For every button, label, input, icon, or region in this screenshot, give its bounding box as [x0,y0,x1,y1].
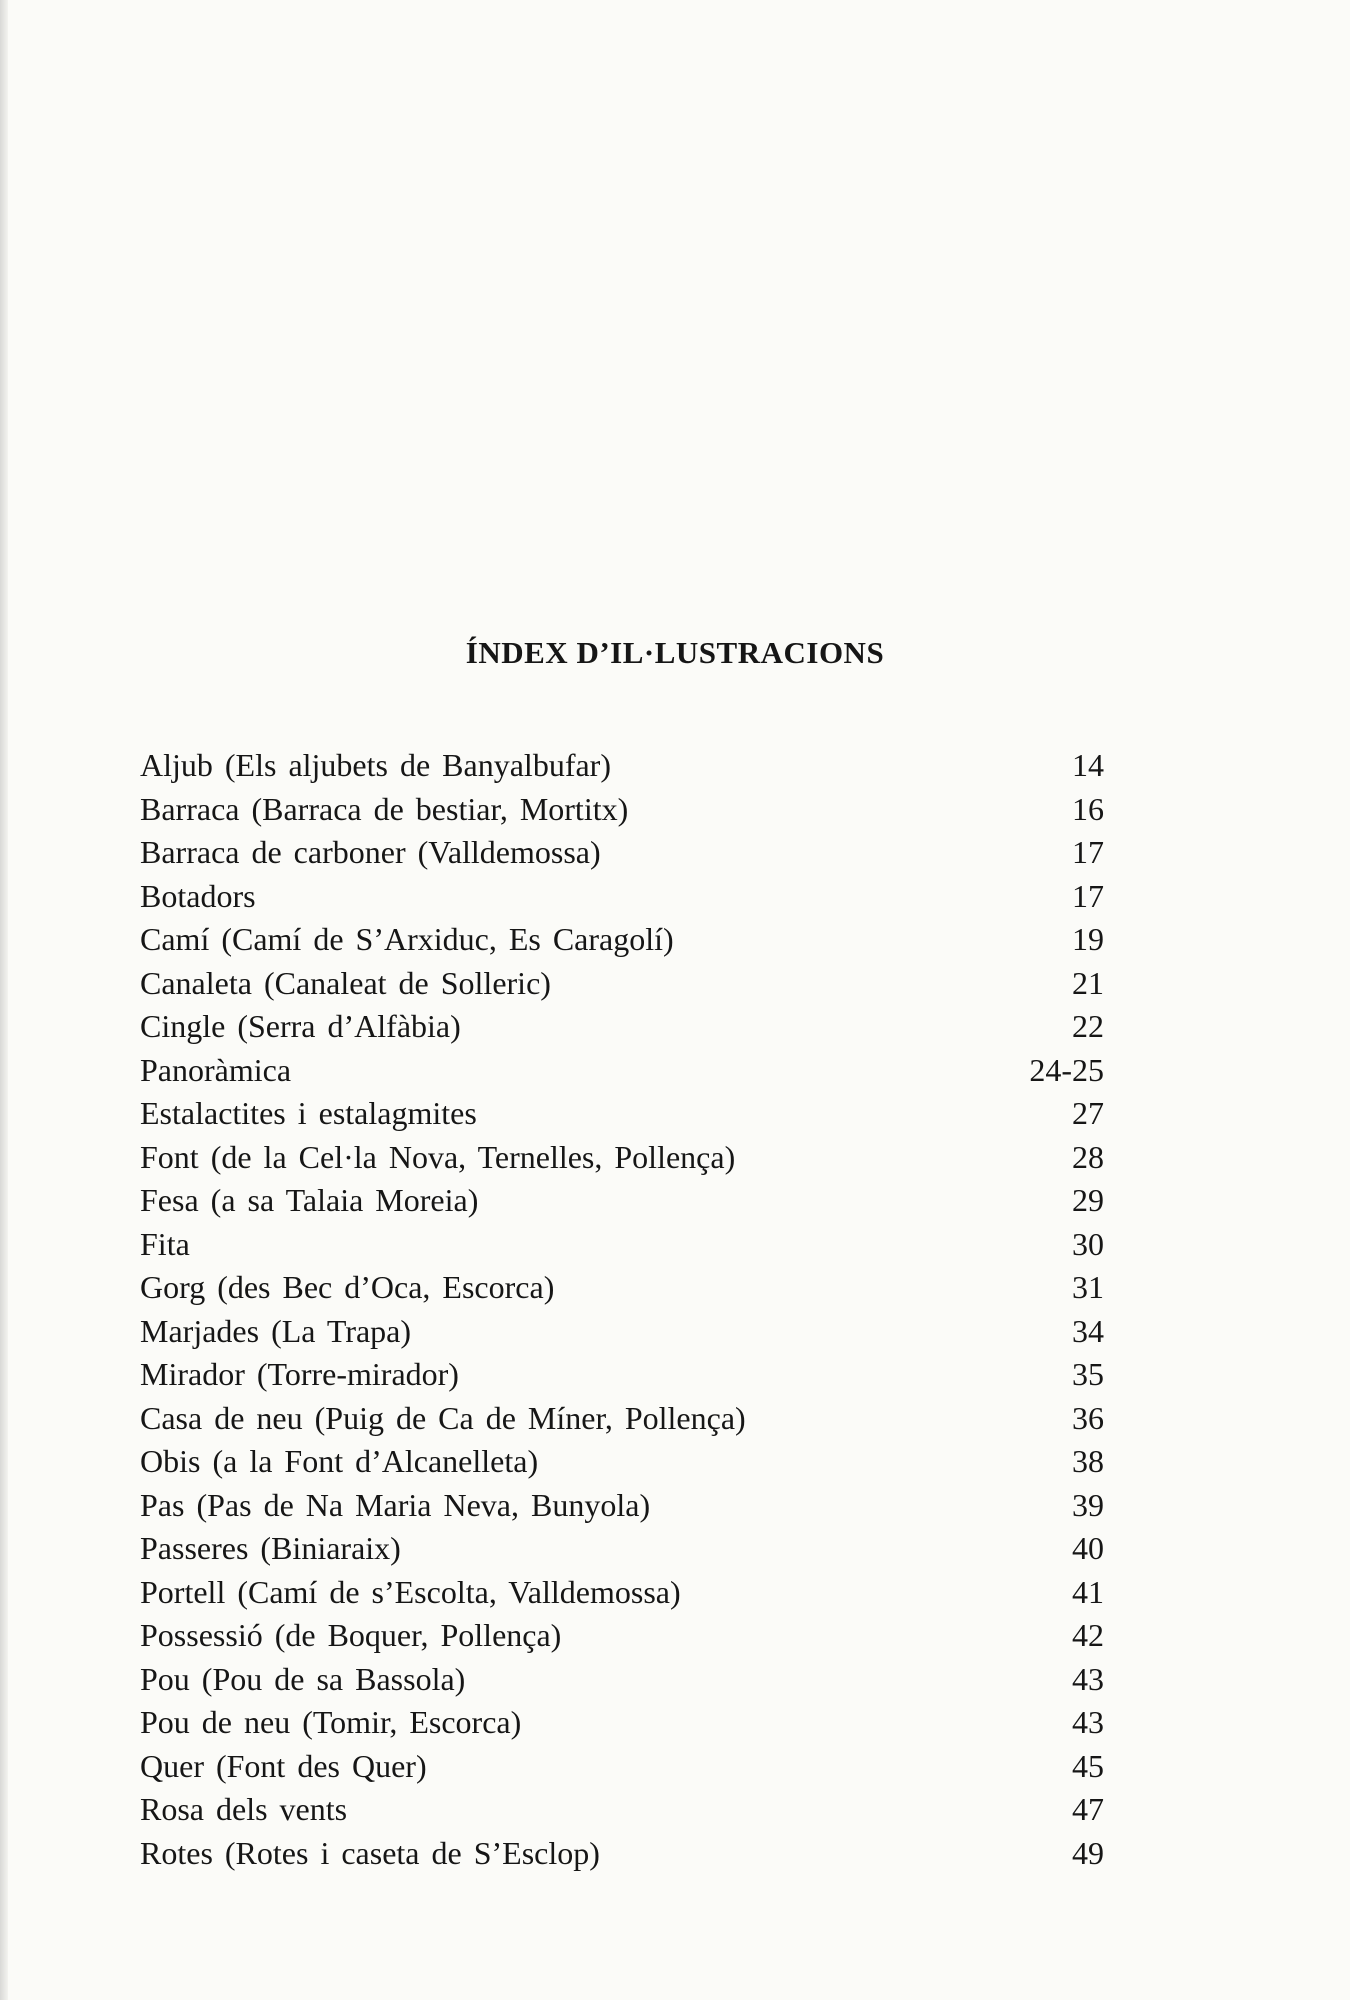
entry-label: Botadors [140,877,256,914]
index-entry [140,1310,1104,1354]
entry-page-number: 34 [1072,1312,1104,1349]
entry-label: Canaleta (Canaleat de Solleric) [140,964,551,1001]
entry-label: Fesa (a sa Talaia Moreia) [140,1182,479,1218]
entry-label: Pou de neu (Tomir, Escorca) [140,1704,522,1740]
entry-page-number: 28 [1072,1138,1104,1175]
index-entry [140,831,1104,875]
entry-label: Gorg (des Bec d’Oca, Escorca) [140,1269,555,1305]
entry-label: Casa de neu (Puig de Ca de Míner, Pollença) [140,1399,746,1436]
entry-label: Passeres (Biniaraix) [140,1530,401,1566]
index-entry [140,1658,1104,1702]
index-entry [140,1440,1104,1484]
entry-label: Portell (Camí de s’Escolta, Valldemossa) [140,1573,681,1610]
entry-label: Camí (Camí de S’Arxiduc, Es Caragolí) [140,921,674,957]
index-entry [140,744,1104,788]
index-entry [140,1266,1104,1310]
entry-label: Pas (Pas de Na Maria Neva, Bunyola) [140,1486,651,1523]
entry-label: Cingle (Serra d’Alfàbia) [140,1008,461,1044]
entry-label: Font (de la Cel·la Nova, Ternelles, Pollença) [140,1138,736,1175]
index-entry [140,962,1104,1006]
index-entry [140,918,1104,962]
entry-label: Estalactites i estalagmites [140,1095,477,1131]
entry-page-number: 27 [1072,1095,1104,1131]
index-entry [140,1614,1104,1658]
entry-label: Quer (Font des Quer) [140,1747,427,1784]
entry-page-number: 42 [1072,1617,1104,1653]
index-entry [140,1745,1104,1789]
entry-label: Mirador (Torre-mirador) [140,1356,459,1392]
index-entry [140,1701,1104,1745]
entry-page-number: 31 [1072,1269,1104,1305]
index-entry [140,1005,1104,1049]
entry-page-number: 16 [1072,790,1104,827]
entry-page-number: 35 [1072,1356,1104,1392]
entry-label: Obis (a la Font d’Alcanelleta) [140,1443,539,1479]
index-entry [140,875,1104,919]
entry-page-number: 43 [1072,1704,1104,1740]
index-entry [140,1832,1104,1876]
entry-label: Barraca de carboner (Valldemossa) [140,834,601,870]
entry-page-number: 38 [1072,1443,1104,1479]
entry-label: Aljub (Els aljubets de Banyalbufar) [140,747,611,783]
page-edge [0,0,8,2000]
entry-page-number: 39 [1072,1486,1104,1523]
entry-page-number: 29 [1072,1182,1104,1218]
entry-label: Rosa dels vents [140,1791,348,1827]
entry-label: Pou (Pou de sa Bassola) [140,1660,466,1697]
entry-page-number: 45 [1072,1747,1104,1784]
entry-page-number: 22 [1072,1008,1104,1044]
entry-label: Fita [140,1225,190,1262]
entry-page-number: 19 [1072,921,1104,957]
entry-label: Panoràmica [140,1051,292,1088]
index-entry [140,1049,1104,1093]
entry-label: Barraca (Barraca de bestiar, Mortitx) [140,790,629,827]
entry-label: Marjades (La Trapa) [140,1312,412,1349]
index-entry [140,1223,1104,1267]
index-entry [140,1571,1104,1615]
entry-page-number: 14 [1072,747,1104,783]
index-entry [140,1527,1104,1571]
index-entry [140,1788,1104,1832]
entry-page-number: 43 [1072,1660,1104,1697]
index-entry [140,1397,1104,1441]
entry-page-number: 21 [1072,964,1104,1001]
index-entry [140,1136,1104,1180]
index-entry [140,1353,1104,1397]
entry-page-number: 49 [1072,1834,1104,1871]
entry-page-number: 30 [1072,1225,1104,1262]
page-title: ÍNDEX D’IL·LUSTRACIONS [465,634,885,670]
index-list [140,744,1104,1875]
entry-page-number: 47 [1072,1791,1104,1827]
entry-label: Rotes (Rotes i caseta de S’Esclop) [140,1834,600,1871]
entry-page-number: 24-25 [1029,1051,1104,1088]
entry-page-number: 41 [1072,1573,1104,1610]
index-entry [140,788,1104,832]
index-entry [140,1092,1104,1136]
entry-page-number: 17 [1072,877,1104,914]
entry-page-number: 36 [1072,1399,1104,1436]
entry-label: Possessió (de Boquer, Pollença) [140,1617,562,1653]
entry-page-number: 40 [1072,1530,1104,1566]
entry-page-number: 17 [1072,834,1104,870]
index-entry [140,1179,1104,1223]
index-entry [140,1484,1104,1528]
